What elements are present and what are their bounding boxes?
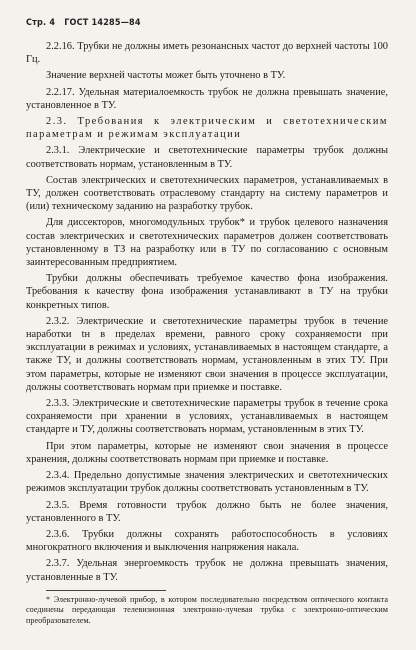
paragraph-dissectors: Для диссекторов, многомодульных трубок* и трубок целевого назначения состав электрических и светотехнических параметров должен соответствовать установленному в ТЗ на разработку или в ТУ по согласованию с основным заинтересованным предприятием. xyxy=(26,217,388,269)
paragraph-note: Значение верхней частоты может быть уточнено в ТУ. xyxy=(46,70,286,82)
paragraph-composition: Состав электрических и светотехнических параметров, устанавливаемых в ТУ, должен соответствовать отраслевому стандарту на систему параметров и (или) техническому заданию на разработку трубок. xyxy=(26,174,388,213)
paragraph-2-3-5: 2.3.5. Время готовности трубок должно быть не более значения, установленного в ТУ. xyxy=(26,499,388,524)
paragraph-2-2-17: 2.2.17. Удельная материалоемкость трубок не должна превышать значение, установленное в ТУ. xyxy=(26,86,388,111)
paragraph-2-3-6: 2.3.6. Трубки должны сохранять работоспособность в условиях многократного включения и выключения напряжения накала. xyxy=(26,528,388,554)
paragraph-2-3-3: 2.3.3. Электрические и светотехнические параметры трубок в течение срока сохраняемости при хранении в условиях, устанавливаемых в настоящем стандарте и ТУ, должны соответствовать нормам, установленным в этих ТУ. xyxy=(26,398,388,436)
paragraph-storage: При этом параметры, которые не изменяют свои значения в процессе хранения, должны соответствовать нормам при приемке и поставке. xyxy=(26,440,388,465)
paragraph-2-3-7: 2.3.7. Удельная энергоемкость трубок не должна превышать значения, установленные в ТУ. xyxy=(26,558,388,583)
paragraph-2-2-16: 2.2.16. Трубки не должны иметь резонансных частот до верхней частоты 100 Гц. xyxy=(26,41,388,66)
page-header xyxy=(26,18,388,28)
paragraph-2-3-4: 2.3.4. Предельно допустимые значения электрических и светотехнических режимов эксплуатации трубок должны соответствовать установленным в ТУ. xyxy=(26,470,388,495)
footnote-divider xyxy=(46,590,166,591)
page-number: Стр. 4 xyxy=(26,18,56,28)
standard-code: ГОСТ 14285—84 xyxy=(64,18,141,28)
paragraph-2-3-1: 2.3.1. Электрические и светотехнические параметры трубок должны соответствовать нормам, установленным в ТУ. xyxy=(26,145,388,170)
footnote: * Электронно-лучевой прибор, в котором последовательно посредством оптического контакта соединены передающая телевизионная электронно-лучевая трубка с электронно-оптическим преобразователем. xyxy=(26,594,388,625)
paragraph-2-3-2: 2.3.2. Электрические и светотехнические параметры трубок в течение наработки tн в пределах времени, равного сроку сохраняемости при эксплуатации в режимах и условиях, устанавливаемых в настоящем стандарте, а также ТУ, и должны соответствовать нормам, установленным в этих ТУ. При этом параметры, которые не изменяют свои значения в процессе эксплуатации, должны соответствовать нормам при приемке и поставке. xyxy=(26,315,388,393)
paragraph-background: Трубки должны обеспечивать требуемое качество фона изображения. Требования к качеству фона изображения устанавливают в ТУ на трубки конкретных типов. xyxy=(26,273,388,311)
section-heading-2-3: 2.3. Требования к электрическим и светотехническим параметрам и режимам эксплуатации xyxy=(26,116,388,141)
